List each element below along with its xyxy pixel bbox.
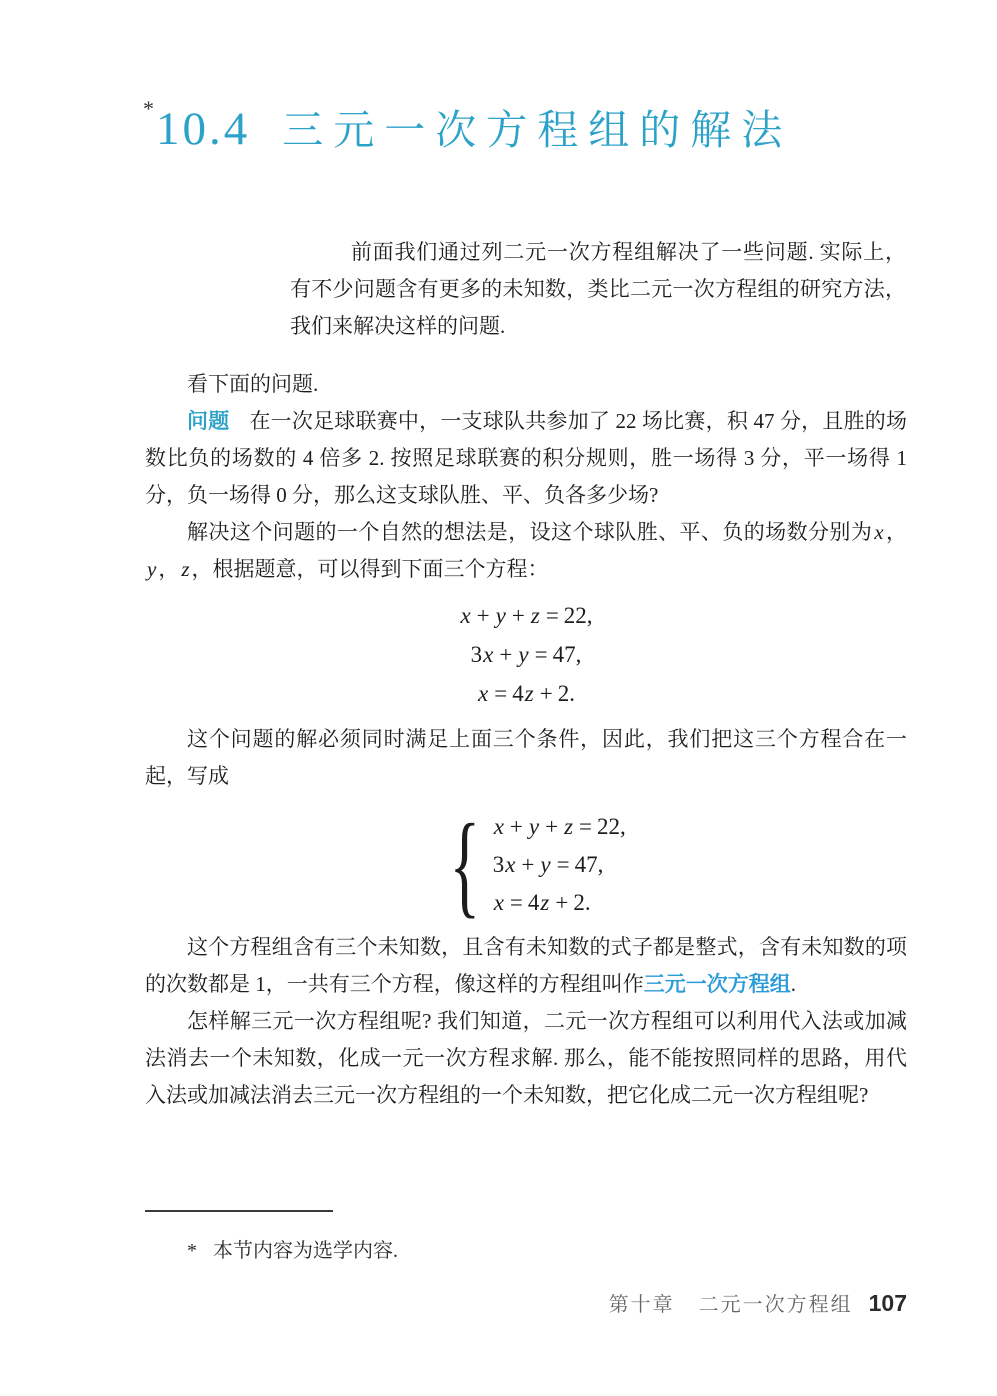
paragraph-look: 看下面的问题.: [187, 372, 319, 396]
intro-paragraph: 前面我们通过列二元一次方程组解决了一些问题. 实际上，有不少问题含有更多的未知数，类比二元一次方程组的研究方法，我们来解决这样的问题.: [290, 240, 906, 338]
section-title: [143, 96, 792, 156]
segment-term: 三元一次方程组: [643, 973, 791, 996]
left-brace: {: [449, 801, 481, 929]
page-footer: [609, 1288, 907, 1317]
footnote-content: 本节内容为选学内容.: [213, 1240, 398, 1262]
paragraph-combine: 这个问题的解必须同时满足上面三个条件，因此，我们把这三个方程合在一起，写成: [145, 727, 907, 788]
paragraph-definition: [145, 929, 907, 1003]
equation-line: x = 4z + 2.: [493, 890, 591, 915]
equation-line: x + y + z = 22,: [460, 603, 593, 628]
footnote-marker: *: [187, 1240, 197, 1262]
segment-text: ，: [885, 520, 908, 544]
segment-text: 这个方程组含有三个未知数，且含有未知数的式子都是整式，含有未知数的项的次数都是 1，一共有三个方程，像这样的方程组叫作: [145, 935, 907, 996]
chapter-label: 第十章: [608, 1294, 675, 1316]
equation-line: 3x + y = 47,: [470, 642, 582, 667]
page-number: 107: [868, 1290, 907, 1316]
equation-group: [145, 596, 907, 713]
segment-text: ，根据题意，可以得到下面三个方程：: [191, 557, 549, 581]
equation-line: x = 4z + 2.: [478, 681, 575, 706]
body-content: [145, 366, 907, 1114]
segment-text: 在一次足球联赛中，一支球队共参加了 22 场比赛，积 47 分，且胜的场数比负的场数的 4 倍多 2. 按照足球联赛的积分规则，胜一场得 3 分，平一场得 1 分，负一场得 0 分，那么这支球队胜、平、负各多少场?: [145, 409, 908, 507]
segment-var: z: [181, 557, 190, 581]
segment-var: x: [874, 520, 884, 544]
footnote-divider: [145, 1210, 333, 1212]
segment-text: 解决这个问题的一个自然的想法是，设这个球队胜、平、负的场数分别为: [187, 520, 873, 544]
segment-label: 问题: [187, 410, 230, 433]
section-number: 10.4: [156, 103, 251, 155]
footnote: [145, 1196, 665, 1263]
segment-text: .: [790, 972, 796, 996]
paragraph-problem: [145, 403, 907, 514]
section-title-text: 三元一次方程组的解法: [282, 107, 793, 153]
equation-line: 3x + y = 47,: [492, 852, 604, 877]
paragraph-idea: [145, 514, 907, 588]
title-asterisk-marker: *: [143, 96, 154, 121]
equation-line: x + y + z = 22,: [493, 814, 626, 839]
segment-text: ，: [158, 557, 180, 581]
paragraph-question: 怎样解三元一次方程组呢? 我们知道，二元一次方程组可以利用代入法或加减法消去一个未知数，化成一元一次方程求解. 那么，能不能按照同样的思路，用代入法或加减法消去三元一次方程组的一个未知数，把它化成二元一次方程组呢?: [145, 1009, 907, 1107]
segment-var: y: [147, 557, 157, 581]
footnote-text: [145, 1234, 665, 1263]
chapter-title: 二元一次方程组: [698, 1294, 853, 1316]
equation-system: [437, 801, 907, 929]
intro-block: [290, 234, 906, 345]
system-equations: [493, 808, 626, 922]
